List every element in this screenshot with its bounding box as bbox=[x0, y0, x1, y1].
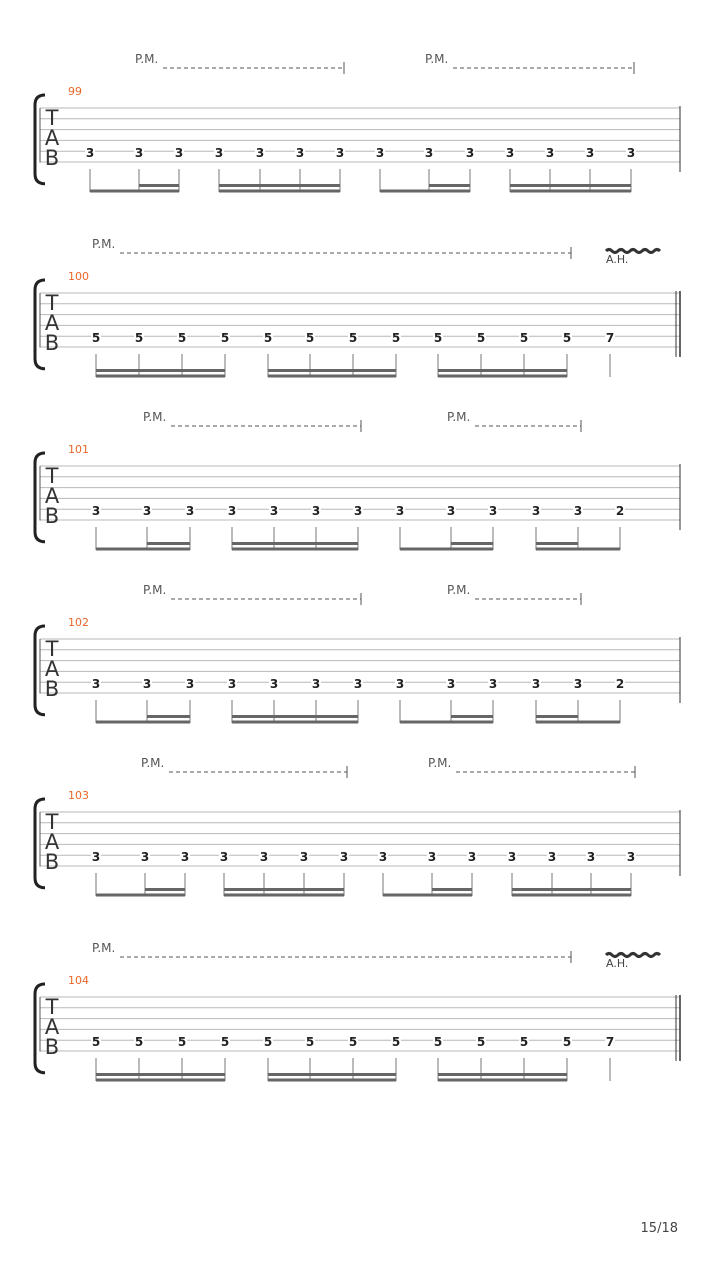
tab-system-99 bbox=[35, 52, 680, 193]
tab-clef-b: B bbox=[44, 331, 60, 355]
fret-number: 3 bbox=[185, 504, 195, 518]
tab-clef-a: A bbox=[44, 484, 60, 508]
beam-primary bbox=[96, 375, 225, 378]
palm-mute-label: P.M. bbox=[143, 410, 167, 424]
fret-number: 3 bbox=[446, 677, 456, 691]
palm-mute-label: P.M. bbox=[447, 410, 471, 424]
beam-secondary bbox=[438, 1073, 567, 1076]
fret-number: 3 bbox=[488, 504, 498, 518]
palm-mute-label: P.M. bbox=[447, 583, 471, 597]
fret-number: 2 bbox=[615, 677, 625, 691]
beam-secondary bbox=[96, 1073, 225, 1076]
fret-number: 3 bbox=[395, 504, 405, 518]
tab-system-103 bbox=[35, 756, 680, 897]
fret-number: 5 bbox=[220, 1035, 230, 1049]
palm-mute-label: P.M. bbox=[428, 756, 452, 770]
artificial-harmonic-label: A.H. bbox=[606, 957, 629, 970]
fret-number: 5 bbox=[433, 331, 443, 345]
beam-primary bbox=[96, 894, 185, 897]
measure-number: 100 bbox=[68, 270, 89, 283]
beam-secondary bbox=[451, 715, 493, 718]
beam-secondary bbox=[536, 542, 578, 545]
palm-mute-label: P.M. bbox=[143, 583, 167, 597]
beam-primary bbox=[96, 1079, 225, 1082]
beam-secondary bbox=[268, 369, 396, 372]
fret-number: 3 bbox=[214, 146, 224, 160]
beam-secondary bbox=[147, 542, 190, 545]
beam-secondary bbox=[145, 888, 185, 891]
beam-primary bbox=[268, 1079, 396, 1082]
beam-secondary bbox=[451, 542, 493, 545]
fret-number: 3 bbox=[531, 504, 541, 518]
fret-number: 3 bbox=[378, 850, 388, 864]
measure-number: 102 bbox=[68, 616, 89, 629]
tab-system-104 bbox=[35, 941, 680, 1082]
fret-number: 3 bbox=[269, 504, 279, 518]
beam-secondary bbox=[268, 1073, 396, 1076]
fret-number: 5 bbox=[177, 1035, 187, 1049]
fret-number: 5 bbox=[433, 1035, 443, 1049]
tab-clef-b: B bbox=[44, 677, 60, 701]
fret-number: 3 bbox=[91, 504, 101, 518]
beam-primary bbox=[224, 894, 344, 897]
fret-number: 3 bbox=[573, 677, 583, 691]
fret-number: 5 bbox=[348, 331, 358, 345]
measure-number: 101 bbox=[68, 443, 89, 456]
fret-number: 3 bbox=[227, 504, 237, 518]
fret-number: 3 bbox=[545, 146, 555, 160]
fret-number: 3 bbox=[227, 677, 237, 691]
measure-number: 103 bbox=[68, 789, 89, 802]
beam-primary bbox=[219, 190, 340, 193]
beam-secondary bbox=[96, 369, 225, 372]
page-number: 15/18 bbox=[640, 1221, 678, 1236]
fret-number: 3 bbox=[91, 677, 101, 691]
beam-primary bbox=[268, 375, 396, 378]
fret-number: 5 bbox=[263, 331, 273, 345]
fret-number: 5 bbox=[177, 331, 187, 345]
tab-system-102 bbox=[35, 583, 680, 724]
fret-number: 3 bbox=[586, 850, 596, 864]
tab-clef-a: A bbox=[44, 311, 60, 335]
tab-clef-t: T bbox=[45, 995, 59, 1019]
tab-clef-t: T bbox=[45, 106, 59, 130]
beam-primary bbox=[536, 548, 620, 551]
fret-number: 5 bbox=[391, 331, 401, 345]
beam-secondary bbox=[219, 184, 340, 187]
fret-number: 3 bbox=[375, 146, 385, 160]
fret-number: 3 bbox=[339, 850, 349, 864]
fret-number: 5 bbox=[91, 1035, 101, 1049]
fret-number: 5 bbox=[519, 331, 529, 345]
beam-secondary bbox=[429, 184, 470, 187]
fret-number: 5 bbox=[562, 331, 572, 345]
fret-number: 3 bbox=[467, 850, 477, 864]
tab-clef-t: T bbox=[45, 291, 59, 315]
beam-primary bbox=[438, 1079, 567, 1082]
beam-secondary bbox=[224, 888, 344, 891]
fret-number: 2 bbox=[615, 504, 625, 518]
fret-number: 3 bbox=[335, 146, 345, 160]
tab-clef-t: T bbox=[45, 464, 59, 488]
fret-number: 7 bbox=[605, 331, 615, 345]
beam-primary bbox=[380, 190, 470, 193]
tab-clef-a: A bbox=[44, 830, 60, 854]
beam-primary bbox=[232, 548, 358, 551]
fret-number: 5 bbox=[391, 1035, 401, 1049]
palm-mute-label: P.M. bbox=[141, 756, 165, 770]
beam-secondary bbox=[536, 715, 578, 718]
tab-clef-t: T bbox=[45, 637, 59, 661]
fret-number: 5 bbox=[562, 1035, 572, 1049]
fret-number: 3 bbox=[311, 677, 321, 691]
fret-number: 3 bbox=[626, 146, 636, 160]
beam-primary bbox=[512, 894, 631, 897]
fret-number: 3 bbox=[507, 850, 517, 864]
fret-number: 3 bbox=[353, 504, 363, 518]
fret-number: 5 bbox=[519, 1035, 529, 1049]
beam-secondary bbox=[510, 184, 631, 187]
fret-number: 3 bbox=[174, 146, 184, 160]
measure-number: 99 bbox=[68, 85, 82, 98]
beam-secondary bbox=[438, 369, 567, 372]
measure-number: 104 bbox=[68, 974, 89, 987]
fret-number: 5 bbox=[91, 331, 101, 345]
tab-clef-a: A bbox=[44, 126, 60, 150]
beam-secondary bbox=[432, 888, 472, 891]
palm-mute-label: P.M. bbox=[135, 52, 159, 66]
fret-number: 3 bbox=[140, 850, 150, 864]
palm-mute-label: P.M. bbox=[92, 237, 116, 251]
tab-clef-b: B bbox=[44, 850, 60, 874]
fret-number: 5 bbox=[305, 331, 315, 345]
palm-mute-label: P.M. bbox=[92, 941, 116, 955]
fret-number: 3 bbox=[424, 146, 434, 160]
fret-number: 5 bbox=[220, 331, 230, 345]
fret-number: 5 bbox=[476, 331, 486, 345]
beam-primary bbox=[383, 894, 472, 897]
fret-number: 3 bbox=[488, 677, 498, 691]
fret-number: 3 bbox=[311, 504, 321, 518]
beam-primary bbox=[400, 721, 493, 724]
fret-number: 3 bbox=[395, 677, 405, 691]
fret-number: 3 bbox=[142, 504, 152, 518]
fret-number: 5 bbox=[305, 1035, 315, 1049]
fret-number: 3 bbox=[259, 850, 269, 864]
fret-number: 3 bbox=[185, 677, 195, 691]
fret-number: 5 bbox=[263, 1035, 273, 1049]
fret-number: 7 bbox=[605, 1035, 615, 1049]
fret-number: 3 bbox=[573, 504, 583, 518]
fret-number: 5 bbox=[348, 1035, 358, 1049]
beam-primary bbox=[536, 721, 620, 724]
fret-number: 3 bbox=[91, 850, 101, 864]
beam-secondary bbox=[232, 542, 358, 545]
fret-number: 3 bbox=[547, 850, 557, 864]
fret-number: 3 bbox=[142, 677, 152, 691]
beam-primary bbox=[90, 190, 179, 193]
fret-number: 3 bbox=[299, 850, 309, 864]
beam-primary bbox=[400, 548, 493, 551]
fret-number: 5 bbox=[134, 1035, 144, 1049]
beam-primary bbox=[510, 190, 631, 193]
fret-number: 3 bbox=[269, 677, 279, 691]
fret-number: 5 bbox=[476, 1035, 486, 1049]
fret-number: 5 bbox=[134, 331, 144, 345]
beam-secondary bbox=[139, 184, 179, 187]
artificial-harmonic-label: A.H. bbox=[606, 253, 629, 266]
tab-clef-a: A bbox=[44, 1015, 60, 1039]
fret-number: 3 bbox=[295, 146, 305, 160]
fret-number: 3 bbox=[626, 850, 636, 864]
fret-number: 3 bbox=[427, 850, 437, 864]
fret-number: 3 bbox=[353, 677, 363, 691]
fret-number: 3 bbox=[85, 146, 95, 160]
beam-secondary bbox=[232, 715, 358, 718]
tab-clef-b: B bbox=[44, 1035, 60, 1059]
beam-secondary bbox=[147, 715, 190, 718]
fret-number: 3 bbox=[446, 504, 456, 518]
fret-number: 3 bbox=[585, 146, 595, 160]
fret-number: 3 bbox=[219, 850, 229, 864]
beam-primary bbox=[438, 375, 567, 378]
fret-number: 3 bbox=[531, 677, 541, 691]
beam-secondary bbox=[512, 888, 631, 891]
fret-number: 3 bbox=[465, 146, 475, 160]
fret-number: 3 bbox=[505, 146, 515, 160]
tab-system-101 bbox=[35, 410, 680, 551]
fret-number: 3 bbox=[180, 850, 190, 864]
tab-clef-a: A bbox=[44, 657, 60, 681]
beam-primary bbox=[96, 548, 190, 551]
beam-primary bbox=[96, 721, 190, 724]
fret-number: 3 bbox=[134, 146, 144, 160]
tab-clef-b: B bbox=[44, 504, 60, 528]
tab-clef-b: B bbox=[44, 146, 60, 170]
fret-number: 3 bbox=[255, 146, 265, 160]
beam-primary bbox=[232, 721, 358, 724]
tab-clef-t: T bbox=[45, 810, 59, 834]
tab-system-100 bbox=[35, 237, 680, 378]
palm-mute-label: P.M. bbox=[425, 52, 449, 66]
